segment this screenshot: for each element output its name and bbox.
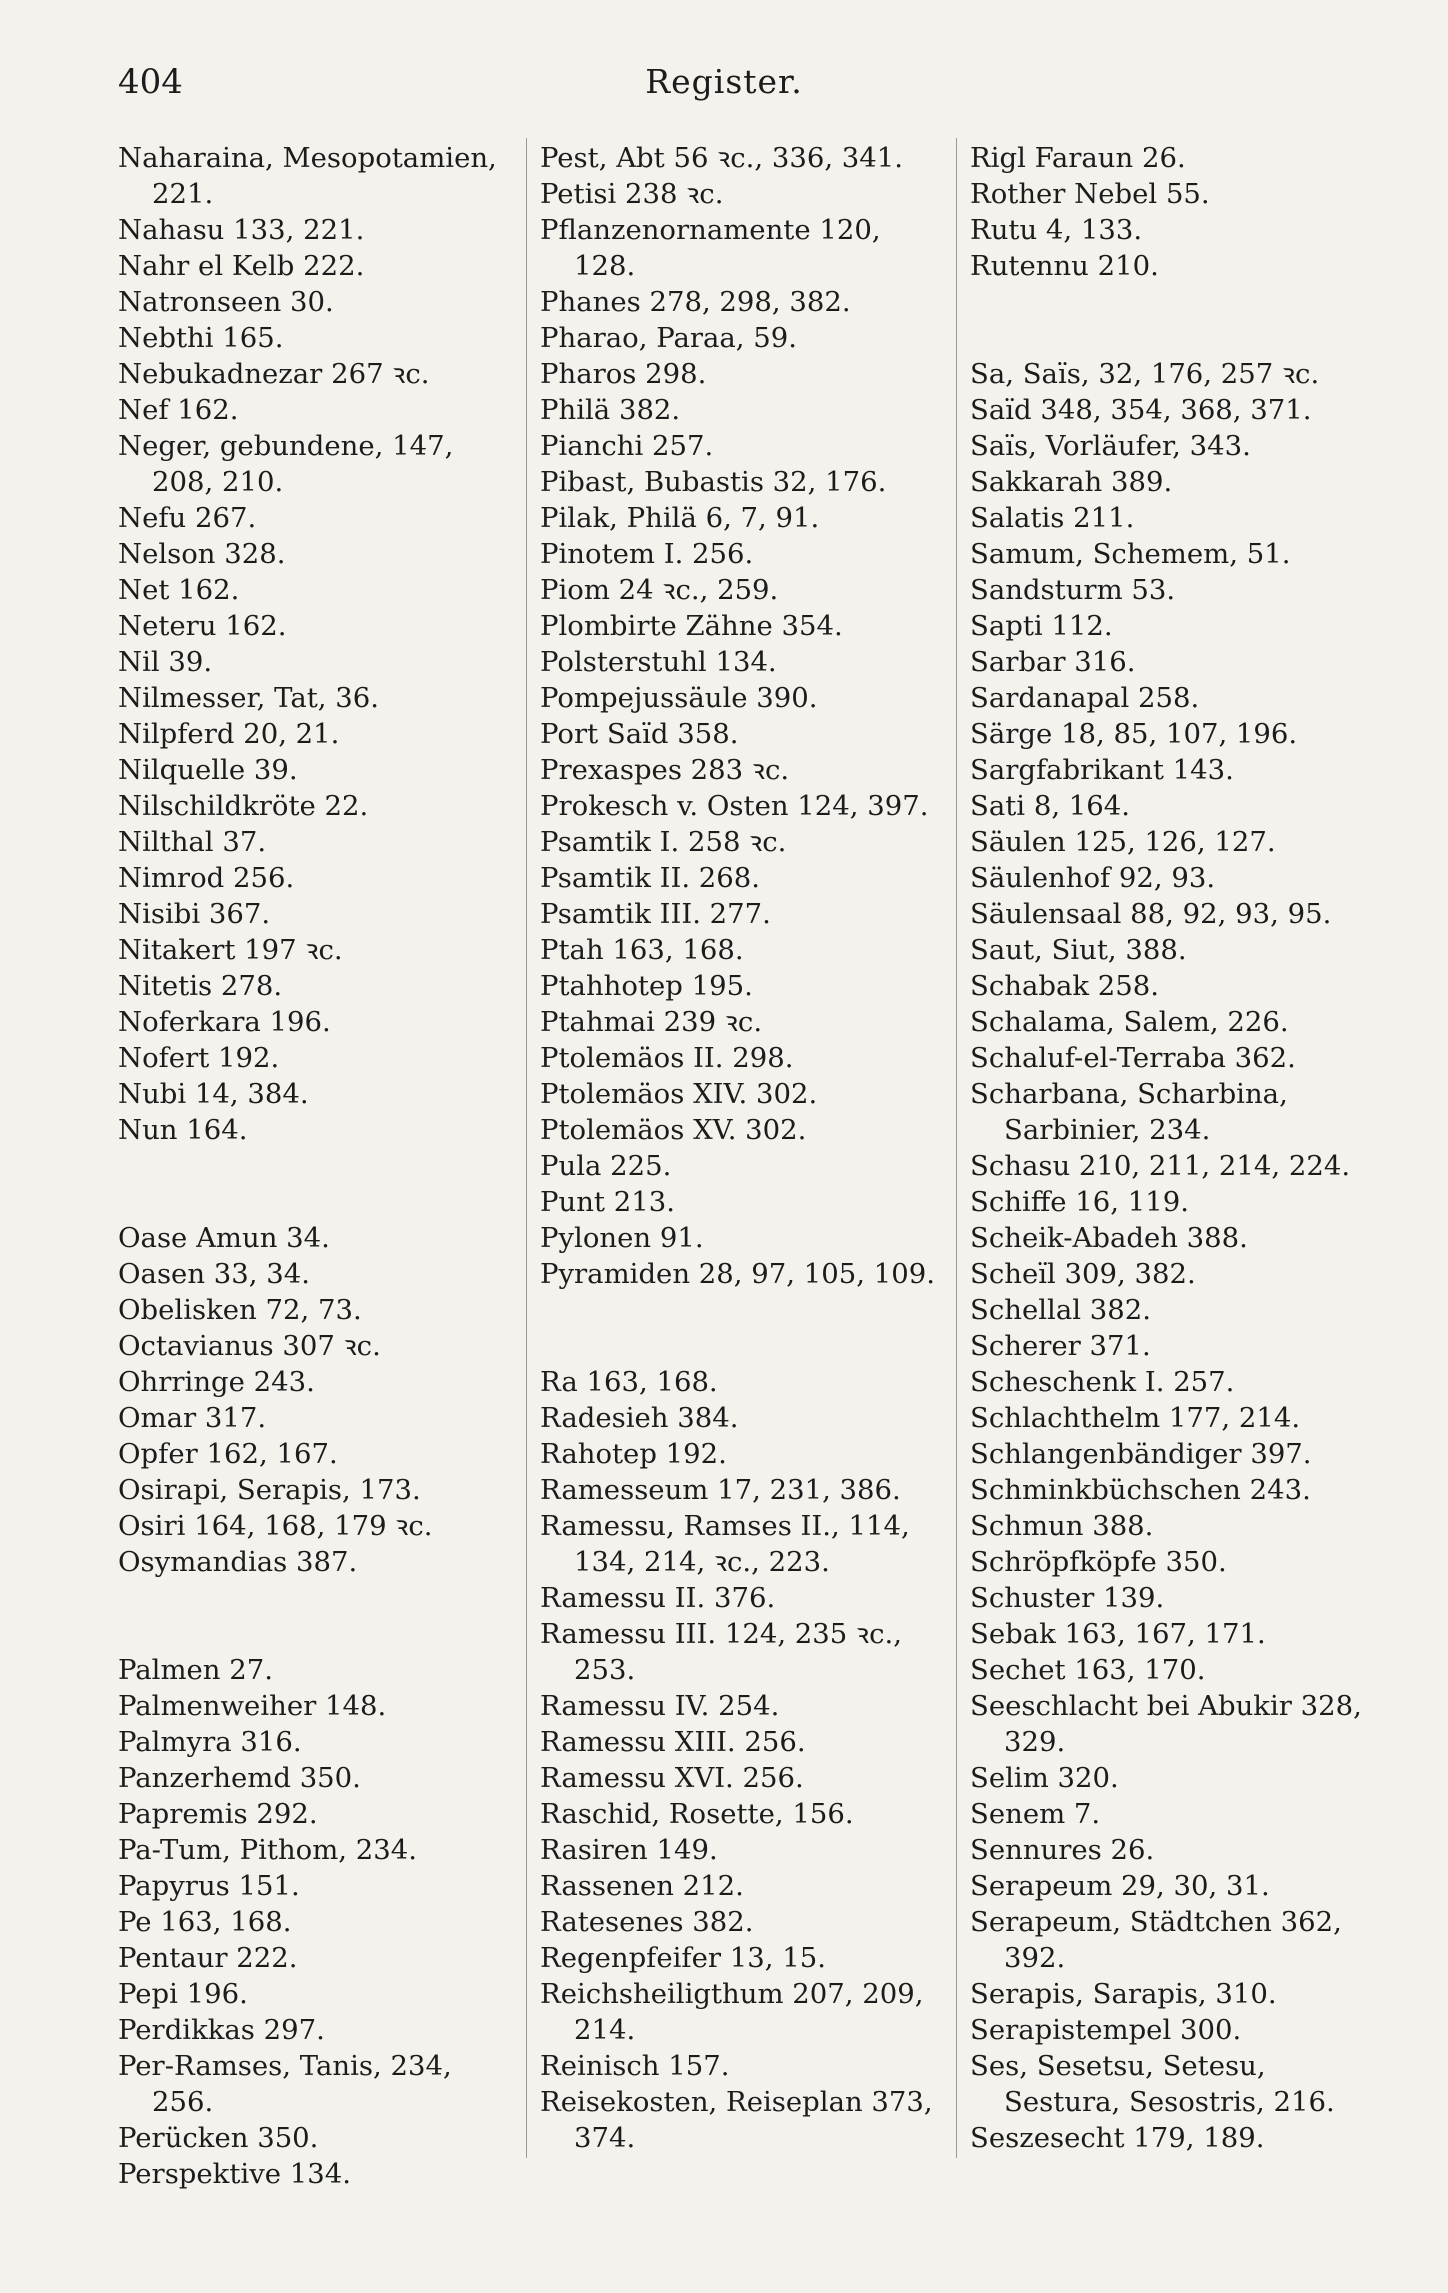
index-entry: Port Saïd 358.: [540, 718, 739, 750]
running-title: Register.: [645, 62, 803, 101]
index-entry: Nitakert 197 ꝛc.: [118, 934, 343, 966]
index-entry: Nofert 192.: [118, 1042, 280, 1074]
index-entry: Selim 320.: [970, 1762, 1119, 1794]
index-entry: Palmen 27.: [118, 1654, 273, 1686]
index-column-1: [118, 140, 518, 2192]
index-entry: Schabak 258.: [970, 970, 1159, 1002]
index-entry: Senem 7.: [970, 1798, 1101, 1830]
index-entry: Ra 163, 168.: [540, 1366, 718, 1398]
index-entry: Prokesch v. Osten 124, 397.: [540, 790, 929, 822]
index-entry: Omar 317.: [118, 1402, 267, 1434]
group-spacer: [540, 1292, 950, 1364]
index-entry: Serapistempel 300.: [970, 2014, 1242, 2046]
index-entry: Scheïl 309, 382.: [970, 1258, 1196, 1290]
index-entry: Psamtik I. 258 ꝛc.: [540, 826, 787, 858]
index-entry: Pilak, Philä 6, 7, 91.: [540, 502, 820, 534]
index-entry: Rutu 4, 133.: [970, 214, 1143, 246]
index-entry: Radesieh 384.: [540, 1402, 739, 1434]
index-entry: Pinotem I. 256.: [540, 538, 754, 570]
index-entry: Schlachthelm 177, 214.: [970, 1402, 1301, 1434]
index-entry: Säulensaal 88, 92, 93, 95.: [970, 898, 1332, 930]
group-spacer: [970, 284, 1380, 356]
index-entry: Perspektive 134.: [118, 2158, 351, 2190]
index-entry: Reisekosten, Reiseplan 373, 374.: [540, 2086, 933, 2154]
index-entry: Pompejussäule 390.: [540, 682, 818, 714]
index-entry: Pianchi 257.: [540, 430, 714, 462]
index-entry: Rutennu 210.: [970, 250, 1159, 282]
index-entry: Saïs, Vorläufer, 343.: [970, 430, 1251, 462]
index-entry: Net 162.: [118, 574, 240, 606]
index-entry: Oasen 33, 34.: [118, 1258, 310, 1290]
index-entry: Nelson 328.: [118, 538, 286, 570]
index-entry: Ramessu IV. 254.: [540, 1690, 780, 1722]
index-entry: Rahotep 192.: [540, 1438, 727, 1470]
index-entry: Säulen 125, 126, 127.: [970, 826, 1276, 858]
index-entry: Reinisch 157.: [540, 2050, 730, 2082]
index-entry: Nimrod 256.: [118, 862, 295, 894]
index-entry: Nilquelle 39.: [118, 754, 298, 786]
index-entry: Nebukadnezar 267 ꝛc.: [118, 358, 430, 390]
index-entry: Ptahhotep 195.: [540, 970, 753, 1002]
index-entry: Sardanapal 258.: [970, 682, 1200, 714]
index-entry: Psamtik II. 268.: [540, 862, 761, 894]
index-entry: Nef 162.: [118, 394, 239, 426]
index-entry: Nilschildkröte 22.: [118, 790, 369, 822]
index-entry: Ptolemäos XIV. 302.: [540, 1078, 818, 1110]
index-entry: Sechet 163, 170.: [970, 1654, 1206, 1686]
index-entry: Neger, gebundene, 147, 208, 210.: [118, 430, 454, 498]
index-entry: Pe 163, 168.: [118, 1906, 292, 1938]
index-entry: Ramessu III. 124, 235 ꝛc., 253.: [540, 1618, 902, 1686]
index-entry: Plombirte Zähne 354.: [540, 610, 843, 642]
index-entry: Pharao, Paraa, 59.: [540, 322, 798, 354]
index-entry: Scheik-Abadeh 388.: [970, 1222, 1248, 1254]
index-entry: Serapis, Sarapis, 310.: [970, 1978, 1277, 2010]
index-entry: Pylonen 91.: [540, 1222, 704, 1254]
index-entry: Nil 39.: [118, 646, 213, 678]
index-entry: Ratesenes 382.: [540, 1906, 754, 1938]
index-entry: Schiffe 16, 119.: [970, 1186, 1190, 1218]
index-entry: Noferkara 196.: [118, 1006, 331, 1038]
index-entry: Perdikkas 297.: [118, 2014, 325, 2046]
index-entry: Ramessu, Ramses II., 114, 134, 214, ꝛc., 223.: [540, 1510, 910, 1578]
page-number: 404: [118, 62, 183, 102]
index-entry: Serapeum 29, 30, 31.: [970, 1870, 1270, 1902]
index-entry: Per-Ramses, Tanis, 234, 256.: [118, 2050, 452, 2118]
column-divider: [956, 138, 957, 2158]
index-entry: Ramessu II. 376.: [540, 1582, 776, 1614]
index-entry: Sapti 112.: [970, 610, 1113, 642]
index-entry: Rasiren 149.: [540, 1834, 718, 1866]
index-entry: Palmyra 316.: [118, 1726, 302, 1758]
index-entry: Punt 213.: [540, 1186, 675, 1218]
index-entry: Pyramiden 28, 97, 105, 109.: [540, 1258, 935, 1290]
index-entry: Naharaina, Mesopotamien, 221.: [118, 142, 497, 210]
index-entry: Schaluf-el-Terraba 362.: [970, 1042, 1296, 1074]
index-entry: Sarbar 316.: [970, 646, 1136, 678]
index-entry: Scherer 371.: [970, 1330, 1151, 1362]
index-entry: Nahr el Kelb 222.: [118, 250, 365, 282]
index-entry: Seszesecht 179, 189.: [970, 2122, 1265, 2154]
index-entry: Ptahmai 239 ꝛc.: [540, 1006, 763, 1038]
index-entry: Sakkarah 389.: [970, 466, 1173, 498]
index-entry: Papremis 292.: [118, 1798, 318, 1830]
index-entry: Nefu 267.: [118, 502, 257, 534]
index-entry: Nitetis 278.: [118, 970, 283, 1002]
index-entry: Obelisken 72, 73.: [118, 1294, 362, 1326]
index-entry: Schasu 210, 211, 214, 224.: [970, 1150, 1351, 1182]
index-entry: Palmenweiher 148.: [118, 1690, 387, 1722]
index-entry: Scharbana, Scharbina, Sarbinier, 234.: [970, 1078, 1288, 1146]
index-entry: Oase Amun 34.: [118, 1222, 330, 1254]
index-entry: Schuster 139.: [970, 1582, 1165, 1614]
page-header: [0, 62, 1448, 112]
index-entry: Scheschenk I. 257.: [970, 1366, 1235, 1398]
index-entry: Pharos 298.: [540, 358, 707, 390]
index-entry: Saut, Siut, 388.: [970, 934, 1187, 966]
index-entry: Osymandias 387.: [118, 1546, 358, 1578]
index-entry: Pula 225.: [540, 1150, 672, 1182]
index-entry: Nebthi 165.: [118, 322, 284, 354]
index-entry: Serapeum, Städtchen 362, 392.: [970, 1906, 1342, 1974]
index-entry: Panzerhemd 350.: [118, 1762, 361, 1794]
index-entry: Nubi 14, 384.: [118, 1078, 309, 1110]
index-entry: Ramessu XIII. 256.: [540, 1726, 806, 1758]
index-entry: Rigl Faraun 26.: [970, 142, 1186, 174]
index-entry: Nisibi 367.: [118, 898, 271, 930]
index-entry: Pepi 196.: [118, 1978, 248, 2010]
index-entry: Osiri 164, 168, 179 ꝛc.: [118, 1510, 433, 1542]
index-column-2: [540, 140, 950, 2156]
index-entry: Polsterstuhl 134.: [540, 646, 777, 678]
index-entry: Salatis 211.: [970, 502, 1135, 534]
index-entry: Ohrringe 243.: [118, 1366, 315, 1398]
index-entry: Philä 382.: [540, 394, 681, 426]
index-entry: Piom 24 ꝛc., 259.: [540, 574, 779, 606]
index-entry: Ramessu XVI. 256.: [540, 1762, 804, 1794]
index-entry: Rassenen 212.: [540, 1870, 744, 1902]
index-entry: Sati 8, 164.: [970, 790, 1131, 822]
index-entry: Rother Nebel 55.: [970, 178, 1210, 210]
index-entry: Säulenhof 92, 93.: [970, 862, 1216, 894]
index-entry: Perücken 350.: [118, 2122, 319, 2154]
group-spacer: [118, 1580, 518, 1652]
index-entry: Seeschlacht bei Abukir 328, 329.: [970, 1690, 1362, 1758]
index-entry: Nilthal 37.: [118, 826, 267, 858]
index-entry: Schminkbüchschen 243.: [970, 1474, 1311, 1506]
index-entry: Pest, Abt 56 ꝛc., 336, 341.: [540, 142, 904, 174]
index-entry: Petisi 238 ꝛc.: [540, 178, 724, 210]
index-entry: Prexaspes 283 ꝛc.: [540, 754, 790, 786]
index-entry: Samum, Schemem, 51.: [970, 538, 1291, 570]
index-column-3: [970, 140, 1380, 2156]
index-entry: Schlangenbändiger 397.: [970, 1438, 1312, 1470]
index-entry: Papyrus 151.: [118, 1870, 300, 1902]
group-spacer: [118, 1148, 518, 1220]
index-entry: Nilmesser, Tat, 36.: [118, 682, 379, 714]
index-entry: Ses, Sesetsu, Setesu, Sestura, Sesostris, 216.: [970, 2050, 1335, 2118]
index-entry: Pflanzenornamente 120, 128.: [540, 214, 881, 282]
index-entry: Schröpfköpfe 350.: [970, 1546, 1227, 1578]
column-divider: [526, 138, 527, 2158]
index-entry: Pibast, Bubastis 32, 176.: [540, 466, 887, 498]
index-entry: Schalama, Salem, 226.: [970, 1006, 1289, 1038]
index-entry: Sebak 163, 167, 171.: [970, 1618, 1266, 1650]
index-entry: Saïd 348, 354, 368, 371.: [970, 394, 1312, 426]
index-entry: Osirapi, Serapis, 173.: [118, 1474, 421, 1506]
index-entry: Neteru 162.: [118, 610, 287, 642]
index-entry: Reichsheiligthum 207, 209, 214.: [540, 1978, 924, 2046]
index-entry: Särge 18, 85, 107, 196.: [970, 718, 1298, 750]
index-entry: Schmun 388.: [970, 1510, 1154, 1542]
index-entry: Pa-Tum, Pithom, 234.: [118, 1834, 417, 1866]
index-entry: Psamtik III. 277.: [540, 898, 771, 930]
index-entry: Ptah 163, 168.: [540, 934, 744, 966]
index-entry: Ramesseum 17, 231, 386.: [540, 1474, 901, 1506]
index-entry: Sa, Saïs, 32, 176, 257 ꝛc.: [970, 358, 1320, 390]
index-entry: Nahasu 133, 221.: [118, 214, 365, 246]
index-entry: Natronseen 30.: [118, 286, 334, 318]
index-entry: Nilpferd 20, 21.: [118, 718, 340, 750]
index-entry: Sandsturm 53.: [970, 574, 1176, 606]
index-entry: Schellal 382.: [970, 1294, 1151, 1326]
index-entry: Pentaur 222.: [118, 1942, 298, 1974]
index-entry: Ptolemäos II. 298.: [540, 1042, 794, 1074]
index-entry: Raschid, Rosette, 156.: [540, 1798, 854, 1830]
index-entry: Phanes 278, 298, 382.: [540, 286, 851, 318]
index-entry: Sennures 26.: [970, 1834, 1155, 1866]
index-entry: Opfer 162, 167.: [118, 1438, 338, 1470]
index-entry: Regenpfeifer 13, 15.: [540, 1942, 826, 1974]
index-entry: Sargfabrikant 143.: [970, 754, 1234, 786]
index-entry: Nun 164.: [118, 1114, 248, 1146]
index-entry: Octavianus 307 ꝛc.: [118, 1330, 381, 1362]
index-entry: Ptolemäos XV. 302.: [540, 1114, 807, 1146]
